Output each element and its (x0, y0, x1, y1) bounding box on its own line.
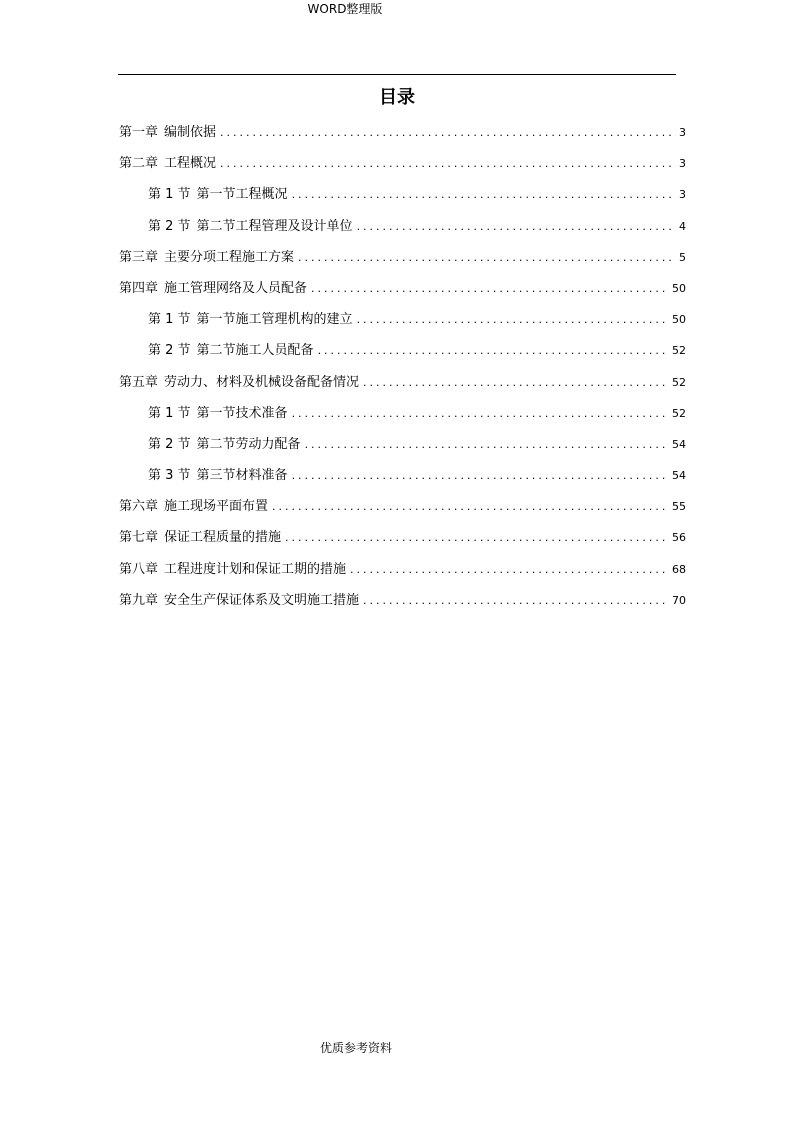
toc-dot-leader (220, 152, 676, 176)
page-footer: 优质参考资料 (320, 1041, 393, 1055)
toc-entry-text: 主要分项工程施工方案 (164, 249, 295, 265)
toc-dot-leader (357, 308, 669, 332)
toc-entry-text: 编制依据 (164, 125, 217, 140)
toc-entry-text: 第一节工程概况 (196, 187, 288, 203)
toc-entry-number: 第三章 (119, 249, 159, 265)
toc-entry[interactable] (119, 371, 686, 402)
toc-dot-leader (298, 246, 676, 270)
toc-entry-page: 3 (679, 126, 686, 139)
toc-entry-page: 3 (679, 188, 686, 202)
toc-entry-page: 55 (672, 500, 686, 514)
table-of-contents (119, 121, 686, 620)
toc-entry-number: 第 2 节 (148, 343, 191, 359)
toc-entry-text: 第三节材料准备 (196, 468, 288, 484)
toc-entry-page: 56 (672, 531, 686, 545)
toc-entry-text: 第一节施工管理机构的建立 (196, 312, 353, 328)
toc-entry-label (148, 464, 288, 488)
toc-entry-number: 第一章 (119, 125, 159, 140)
toc-entry[interactable] (119, 589, 686, 620)
toc-entry-label (119, 526, 281, 550)
toc-entry[interactable] (119, 215, 686, 246)
toc-dot-leader (357, 215, 676, 239)
toc-entry-page: 50 (672, 313, 686, 327)
toc-entry-page: 52 (672, 406, 686, 420)
toc-dot-leader (305, 433, 669, 457)
toc-entry-label (119, 495, 268, 519)
toc-entry[interactable] (119, 339, 686, 370)
toc-entry-text: 第二节工程管理及设计单位 (196, 218, 353, 234)
toc-entry-label (119, 558, 346, 582)
toc-entry[interactable] (119, 121, 686, 152)
toc-entry[interactable] (119, 183, 686, 214)
toc-entry-label (119, 589, 359, 613)
toc-entry-page: 5 (679, 250, 686, 264)
toc-entry-text: 工程进度计划和保证工期的措施 (164, 561, 347, 577)
toc-entry[interactable] (119, 464, 686, 495)
toc-dot-leader (363, 371, 669, 395)
toc-entry-label (148, 339, 314, 363)
toc-entry-label (148, 433, 301, 457)
toc-entry-text: 工程概况 (164, 156, 217, 172)
toc-entry-number: 第 1 节 (148, 187, 191, 203)
toc-entry-label (119, 152, 216, 176)
toc-dot-leader (311, 277, 669, 301)
toc-entry-number: 第 1 节 (148, 405, 191, 421)
toc-dot-leader (292, 402, 669, 426)
toc-dot-leader (292, 183, 676, 207)
toc-entry[interactable] (119, 495, 686, 526)
toc-entry[interactable] (119, 558, 686, 589)
header-text: WORD整理版 (307, 2, 383, 16)
toc-entry[interactable] (119, 526, 686, 557)
toc-entry-text: 安全生产保证体系及文明施工措施 (164, 592, 360, 608)
toc-entry-label (148, 308, 353, 332)
toc-entry-page: 54 (672, 437, 686, 451)
toc-entry-page: 52 (672, 344, 686, 358)
page-title: 目录 (379, 87, 415, 108)
toc-entry-label (119, 371, 359, 395)
toc-entry-page: 3 (679, 157, 686, 171)
toc-entry-text: 劳动力、材料及机械设备配备情况 (164, 374, 360, 390)
toc-entry-number: 第四章 (119, 280, 159, 296)
toc-dot-leader (350, 558, 669, 582)
toc-entry-number: 第九章 (119, 592, 159, 608)
toc-entry-text: 保证工程质量的措施 (164, 530, 282, 546)
toc-entry-text: 施工现场平面布置 (164, 499, 269, 515)
toc-dot-leader (220, 121, 676, 145)
toc-entry-page: 52 (672, 375, 686, 389)
toc-entry-text: 施工管理网络及人员配备 (164, 280, 308, 296)
toc-entry-page: 4 (679, 219, 686, 233)
toc-entry-number: 第五章 (119, 374, 159, 390)
toc-entry-text: 第一节技术准备 (196, 405, 288, 421)
toc-entry-number: 第二章 (119, 156, 159, 172)
toc-entry-label (119, 246, 294, 270)
toc-dot-leader (272, 495, 669, 519)
toc-dot-leader (363, 589, 669, 613)
toc-entry-label (148, 215, 353, 239)
toc-entry[interactable] (119, 246, 686, 277)
toc-entry-number: 第六章 (119, 499, 159, 515)
toc-entry-page: 70 (672, 593, 686, 607)
toc-entry-page: 68 (672, 562, 686, 576)
toc-entry[interactable] (119, 433, 686, 464)
toc-entry-label (148, 402, 288, 426)
toc-entry-number: 第 3 节 (148, 468, 191, 484)
page-header (118, 56, 676, 75)
toc-entry-text: 第二节劳动力配备 (196, 436, 301, 452)
toc-entry-page: 50 (672, 281, 686, 295)
toc-entry[interactable] (119, 152, 686, 183)
toc-entry-label (119, 277, 307, 301)
toc-entry-number: 第 2 节 (148, 218, 191, 234)
toc-entry-label (148, 183, 288, 207)
toc-dot-leader (292, 464, 669, 488)
toc-entry-label (119, 121, 216, 145)
toc-entry-text: 第二节施工人员配备 (196, 343, 314, 359)
toc-entry-number: 第八章 (119, 561, 159, 577)
toc-entry-number: 第七章 (119, 530, 159, 546)
toc-entry[interactable] (119, 402, 686, 433)
toc-entry-number: 第 2 节 (148, 436, 191, 452)
toc-dot-leader (318, 339, 669, 363)
toc-entry[interactable] (119, 308, 686, 339)
toc-entry[interactable] (119, 277, 686, 308)
toc-entry-number: 第 1 节 (148, 312, 191, 328)
toc-dot-leader (285, 526, 669, 550)
toc-entry-page: 54 (672, 469, 686, 483)
